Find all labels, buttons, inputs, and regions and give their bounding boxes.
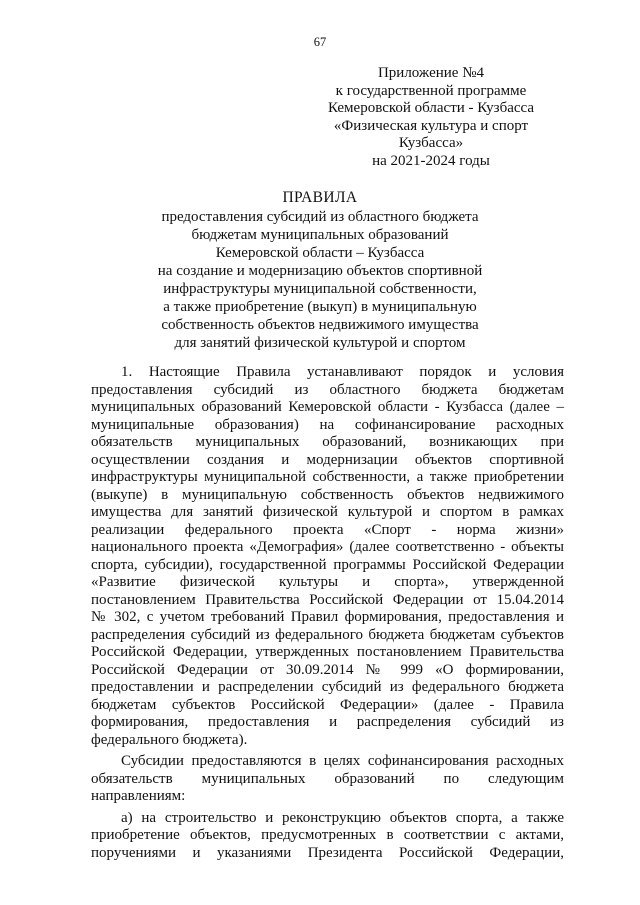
title-line: инфраструктуры муниципальной собственности, [163, 281, 477, 297]
page-number: 67 [313, 35, 327, 49]
text-line: поручениями и указаниями Президента Российской Федерации, [91, 844, 564, 861]
text-line: обязательств муниципальных образований, возникающих при [91, 434, 564, 450]
text-line: осуществлении создания и модернизации объектов спортивной [91, 451, 564, 468]
text-line: реализации федерального проекта «Спорт - норма жизни» [91, 521, 564, 538]
paragraph-1 [91, 364, 564, 749]
text-line: имущества для занятий физической культурой и спортом в рамках [91, 504, 564, 520]
paragraph-2 [91, 753, 564, 806]
title-heading: ПРАВИЛА [282, 189, 358, 206]
text-line: Российской Федерации от 30.09.2014 № 999 «О формировании, [91, 661, 564, 678]
text-line: № 302, с учетом требований Правил формирования, предоставления и [91, 609, 564, 625]
appendix-header [316, 65, 546, 171]
text-line: формирования, предоставления и распределения субсидий из [91, 714, 564, 730]
text-line: муниципальные образования) на софинансирование расходных [91, 416, 564, 433]
text-line: обязательств муниципальных образований по следующим [91, 770, 564, 787]
title-line: бюджетам муниципальных образований [191, 227, 449, 243]
text-line: «Развитие физической культуры и спорта», утвержденной [91, 574, 564, 590]
text-line: федерального бюджета). [91, 731, 248, 748]
text-line: национального проекта «Демография» (далее соответственно - объекты [91, 539, 564, 555]
text-line: предоставления субсидий из областного бюджета бюджетам [91, 381, 564, 398]
appendix-line: Кемеровской области - Кузбасса [327, 100, 535, 117]
text-line: (выкупе) в муниципальную собственность объектов недвижимого [91, 486, 564, 503]
title-line: на создание и модернизацию объектов спортивной [157, 263, 483, 279]
text-line: 1. Настоящие Правила устанавливают порядок и условия [121, 364, 564, 380]
text-line: спорта, субсидии), государственной программы Российской Федерации [91, 556, 564, 573]
appendix-line: на 2021-2024 годы [372, 152, 490, 169]
text-line: инфраструктуры муниципальной собственности, а также приобретении [91, 469, 564, 485]
document-title [110, 189, 530, 352]
text-line: распределения субсидий из федерального бюджета бюджетам субъектов [91, 626, 564, 643]
title-line: для занятий физической культурой и спортом [174, 335, 466, 351]
text-line: муниципальных образований Кемеровской области - Кузбасса (далее – [91, 399, 564, 415]
title-line: собственность объектов недвижимого имущества [161, 317, 479, 333]
text-line: бюджетам субъектов Российской Федерации» (далее - Правила [91, 696, 564, 713]
appendix-line: Приложение №4 [377, 65, 485, 81]
text-line: предоставлении и распределении субсидий из федерального бюджета [91, 679, 564, 695]
paragraph-3 [91, 810, 564, 863]
text-line: направлениям: [91, 788, 186, 804]
appendix-line: к государственной программе [335, 82, 527, 99]
text-line: Российской Федерации, утвержденных постановлением Правительства [91, 644, 564, 660]
document-body [91, 364, 564, 862]
title-line: Кемеровской области – Кузбасса [215, 245, 425, 261]
appendix-line: Кузбасса» [398, 135, 464, 152]
text-line: приобретение объектов, предусмотренных в соответствии с актами, [91, 827, 564, 843]
text-line: постановлением Правительства Российской Федерации от 15.04.2014 [91, 591, 564, 608]
title-line: а также приобретение (выкуп) в муниципальную [163, 299, 477, 315]
title-line: предоставления субсидий из областного бюджета [161, 209, 479, 225]
text-line: Субсидии предоставляются в целях софинансирования расходных [121, 753, 564, 769]
text-line: а) на строительство и реконструкцию объектов спорта, а также [121, 809, 564, 826]
appendix-line: «Физическая культура и спорт [333, 117, 529, 134]
